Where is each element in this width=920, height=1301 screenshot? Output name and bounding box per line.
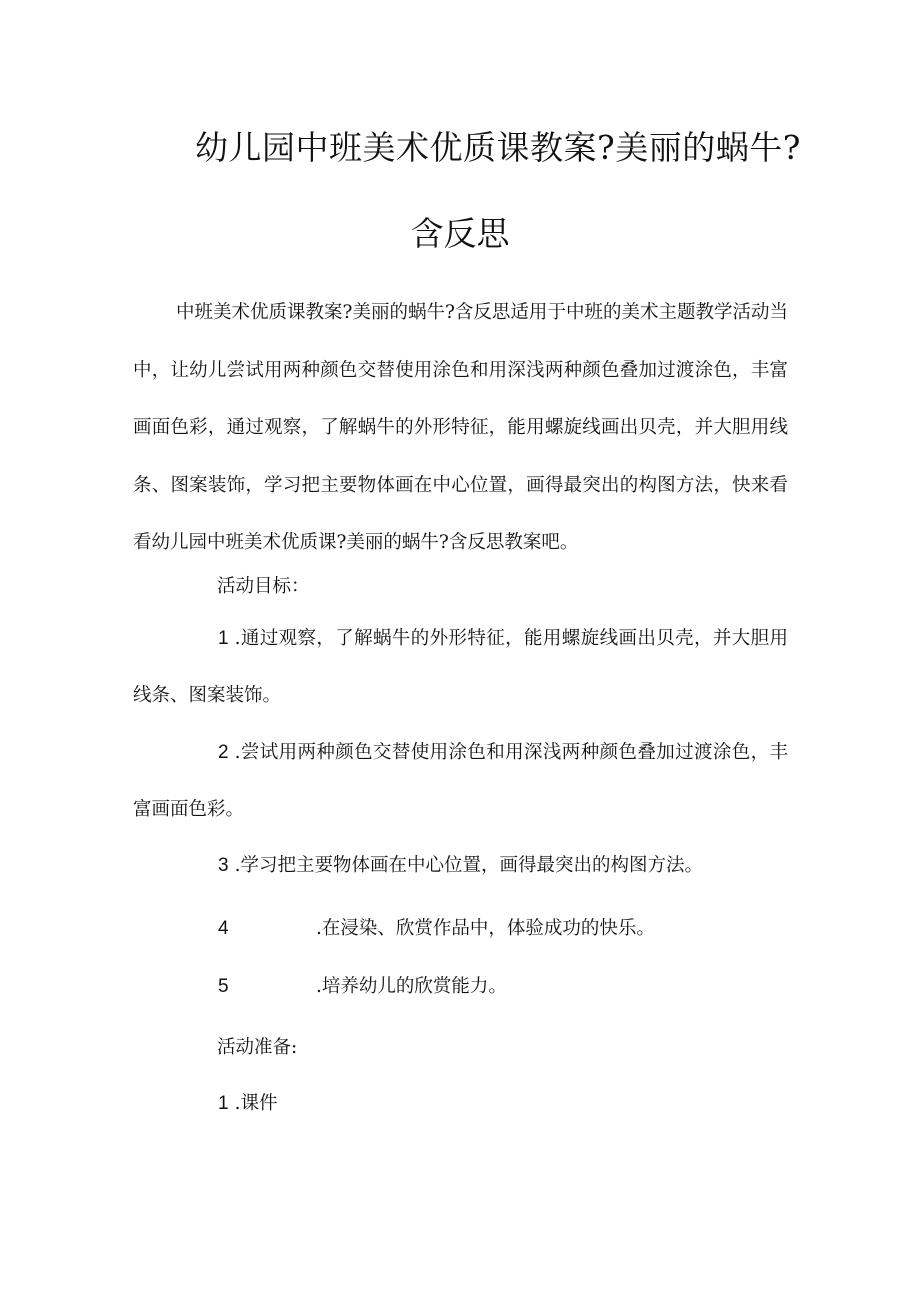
goal-text: .学习把主要物体画在中心位置，画得最突出的构图方法。 xyxy=(234,855,703,876)
goal-item-4 xyxy=(218,914,655,940)
goal-number: 3 xyxy=(218,855,229,876)
document-title-line2: 含反思 xyxy=(410,214,510,253)
goal-text: .在浸染、欣赏作品中，体验成功的快乐。 xyxy=(316,918,655,939)
prep-text: .课件 xyxy=(234,1093,278,1114)
goal-text: .通过观察，了解蜗牛的外形特征，能用螺旋线画出贝壳，并大胆用线条、图案装饰。 xyxy=(133,628,788,706)
goal-number: 4 xyxy=(218,918,229,939)
document-title-line1: 幼儿园中班美术优质课教案?美丽的蜗牛? xyxy=(195,128,801,167)
goal-text: .尝试用两种颜色交替使用涂色和用深浅两种颜色叠加过渡涂色，丰富画面色彩。 xyxy=(133,742,788,820)
goal-item-5 xyxy=(218,972,507,998)
prep-number: 1 xyxy=(218,1093,229,1114)
goal-item-1 xyxy=(133,610,788,724)
goal-number: 2 xyxy=(218,742,229,763)
prep-heading: 活动准备: xyxy=(217,1037,298,1058)
goals-heading: 活动目标： xyxy=(217,576,310,597)
prep-item-1 xyxy=(218,1089,277,1115)
goal-number: 5 xyxy=(218,976,229,997)
goal-number: 1 xyxy=(218,628,229,649)
goal-item-3 xyxy=(218,851,703,877)
goal-text: .培养幼儿的欣赏能力。 xyxy=(316,976,507,997)
goal-item-2 xyxy=(133,724,788,838)
intro-paragraph: 中班美术优质课教案?美丽的蜗牛?含反思适用于中班的美术主题教学活动当中，让幼儿尝试用两种颜色交替使用涂色和用深浅两种颜色叠加过渡涂色，丰富画面色彩，通过观察，了解蜗牛的外形特征，能用螺旋线画出贝壳，并大胆用线条、图案装饰，学习把主要物体画在中心位置，画得最突出的构图方法，快来看看幼儿园中班美术优质课?美丽的蜗牛?含反思教案吧。 xyxy=(133,302,788,553)
